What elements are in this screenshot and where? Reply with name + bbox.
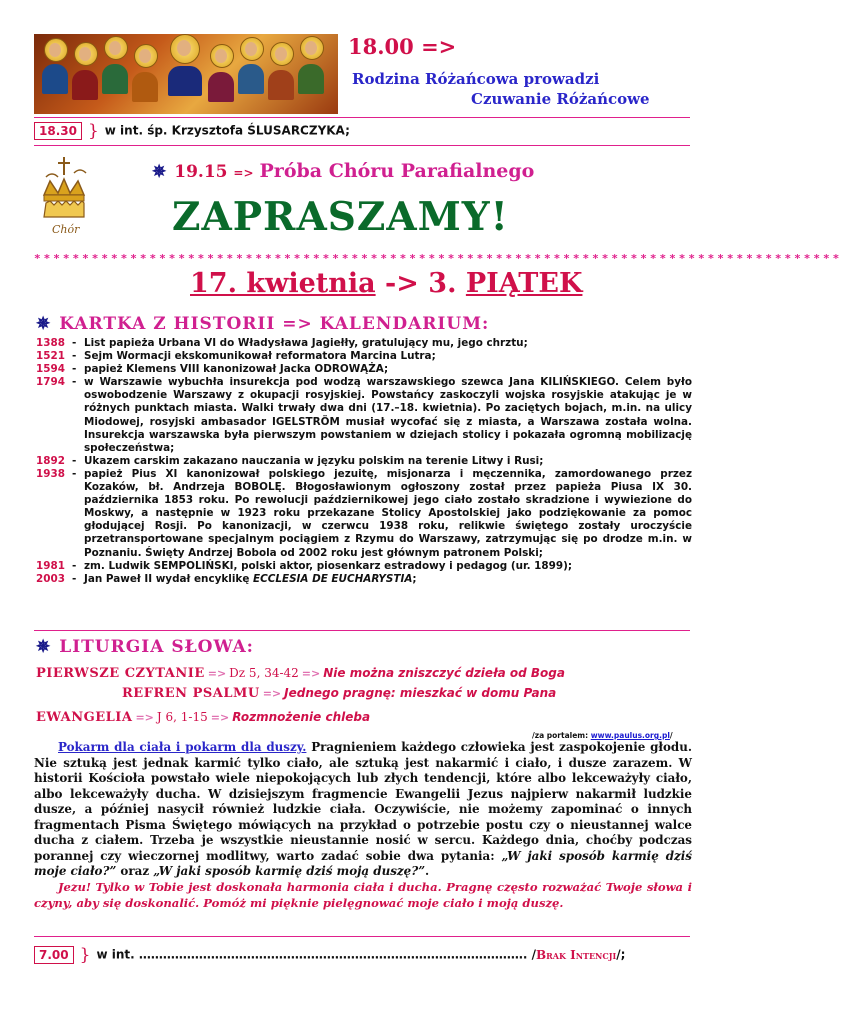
gospel: EWANGELIA => J 6, 1-15 => Rozmnożenie chleba: [36, 710, 371, 725]
brace-icon: }: [79, 944, 91, 965]
mass-intention-row: [34, 120, 690, 144]
reflection-text: Pokarm dla ciała i pokarm dla duszy. Pragnieniem każdego człowieka jest zaspokojenie głodu. Nie sztuką jest jednak karmić tylko ciało, ale sztuką jest nakarmić i ciało, i dusze zarazem. W historii Kościoła powstało wiele niepokojących lub złych tendencji, które albo lekceważyły ciało, albo lekceważyły ducha. W dzisiejszym fragmencie Ewangelii Jezus najpierw nakarmił ludzkie dusze, a później nasycił również ludzkie ciała. Oczywiście, nie możemy zapominać o innych fragmentach Pisma Świętego mówiących na przykład o potrzebie postu czy o nieustannej walce ducha z ciałem. Trzeba je wszystkie nieustannie nosić w sercu. Każdego dnia, choćby podczas porannej czy wieczornej modlitwy, warto zadać sobie dwa pytania: „W jaki sposób karmię dziś moje ciało?” oraz „W jaki sposób karmię dziś moją duszę?”.: [34, 740, 693, 878]
portal-link[interactable]: www.paulus.org.pl: [590, 731, 670, 740]
asterisk-bullet-icon: ✵: [36, 637, 52, 657]
rehearsal-title: Próba Chóru Parafialnego: [259, 160, 535, 182]
calendar-item: 1521 - Sejm Wormacji ekskomunikował reformatora Marcina Lutra;: [36, 350, 436, 363]
date-title: 17. kwietnia -> 3. PIĄTEK: [190, 268, 583, 299]
mass-intention-text: w int. ……………………………………………………………………………………. /: [96, 947, 536, 962]
mass-time: 18.30: [34, 122, 82, 140]
calendar-item: 1981 - zm. Ludwik SEMPOLIŃSKI, polski aktor, piosenkarz estradowy i pedagog (ur. 1899);: [36, 559, 573, 572]
divider: [34, 117, 690, 118]
crown-icon: [36, 155, 106, 225]
history-heading: ✵ KARTKA Z HISTORII => KALENDARIUM:: [36, 314, 490, 334]
pentecost-icon-image: [34, 34, 338, 114]
invitation-heading: ZAPRASZAMY!: [172, 194, 509, 240]
rosary-group-line: Rodzina Różańcowa prowadzi: [352, 70, 600, 88]
mass-intention-row: 7.00 } w int. ……………………………………………………………………………………. /Brak Intencji/;: [34, 944, 704, 968]
mass-intention-text: w int. śp. Krzysztofa ŚLUSARCZYKA;: [104, 123, 350, 138]
divider: [34, 936, 690, 937]
choir-logo: [36, 155, 106, 241]
divider: [34, 630, 690, 631]
calendar-item: 1388 - List papieża Urbana VI do Władysława Jagiełły, gratulujący mu, jego chrztu;: [36, 337, 528, 349]
brace-icon: }: [87, 120, 99, 141]
psalm-refrain: REFREN PSALMU => Jednego pragnę: mieszkać w domu Pana: [122, 686, 557, 701]
choir-logo-label: Chór: [52, 223, 80, 236]
calendar-item: 1794 - w Warszawie wybuchła insurekcja pod wodzą warszawskiego szewca Jana KILIŃSKIEGO. Celem było oswobodzenie Warszawy z okupacji rosyjskiej. Powstańcy zaskoczyli wojska rosyjskie atakując je w różnych punktach miasta. Walki trwały dwa dni (17.–18. kwietnia). Po zaciętych bojach, m.in. na ulicy Miodowej, rosyjski ambasador IGELSTRÖM musiał wycofać się z miasta, a Warszawa została wolna. Insurekcja warszawska była pierwszym powstaniem w dziejach stolicy i pokazała ogromną mobilizację społeczeństwa;: [36, 376, 692, 454]
asterisk-bullet-icon: ✵: [36, 314, 52, 334]
first-reading: PIERWSZE CZYTANIE => Dz 5, 34-42 => Nie można zniszczyć dzieła od Boga: [36, 666, 565, 681]
evening-time: 18.00 =>: [348, 34, 457, 59]
calendar-item: 2003 - Jan Paweł II wydał encyklikę ECCLESIA DE EUCHARYSTIA;: [36, 572, 417, 585]
rosary-vigil-line: Czuwanie Różańcowe: [471, 90, 650, 108]
liturgy-heading: ✵ LITURGIA SŁOWA:: [36, 637, 254, 657]
rehearsal-time: 19.15: [174, 162, 228, 182]
divider: [34, 145, 690, 146]
prayer-text: Jezu! Tylko w Tobie jest doskonała harmonia ciała i ducha. Pragnę często rozważać Twoje słowa i czyny, aby się doskonalić. Pomóż mi pięknie pielęgnować moje ciało i moją duszę.: [34, 880, 692, 910]
choir-rehearsal: [152, 160, 534, 182]
source-credit: /za portalem: www.paulus.org.pl/: [532, 731, 673, 740]
calendar-item: 1892 - Ukazem carskim zakazano nauczania w języku polskim na terenie Litwy i Rusi;: [36, 454, 544, 467]
arrow-icon: =>: [233, 166, 254, 180]
reflection-title: Pokarm dla ciała i pokarm dla duszy.: [58, 740, 307, 754]
asterisk-bullet-icon: ✵: [152, 162, 167, 182]
star-divider: ************************************************************************************: [34, 252, 842, 265]
history-calendar: [36, 337, 692, 586]
no-intention-label: Brak Intencji: [535, 948, 617, 962]
calendar-item: 1938 - papież Pius XI kanonizował polskiego jezuitę, misjonarza i męczennika, zamordowanego przez Kozaków, bł. Andrzeja BOBOLĘ. Błogosławionym ogłoszony został przez papieża Piusa IX 30. października 1853 roku. Po rewolucji październikowej jego ciało zostało skradzione i wywiezione do Moskwy, a następnie w 1923 roku przekazane Stolicy Apostolskiej jako podziękowanie za pomoc głodującej Rosji. Po kanonizacji, w czerwcu 1938 roku, relikwie świętego zostały uroczyście przetransportowane specjalnym pociągiem z Rzymu do Warszawy, zatrzymując się po drodze m.in. w Poznaniu. Święty Andrzej Bobola od 2002 roku jest głównym patronem Polski;: [36, 467, 692, 559]
calendar-item: 1594 - papież Klemens VIII kanonizował Jacka ODROWĄŻA;: [36, 363, 389, 376]
mass-time: 7.00: [34, 946, 74, 964]
